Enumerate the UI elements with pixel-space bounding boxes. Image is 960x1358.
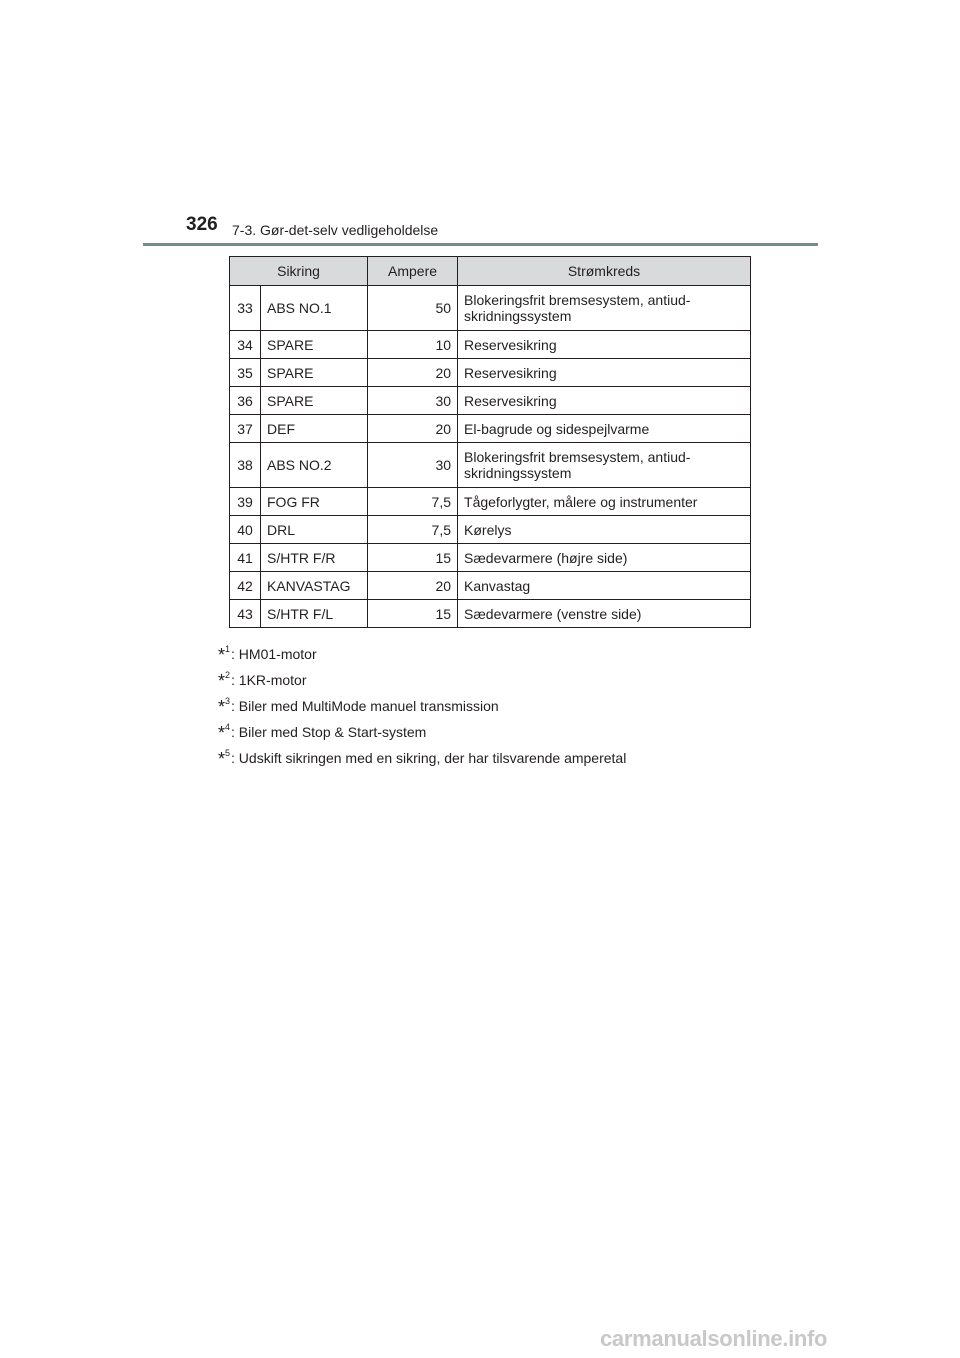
fuse-name: FOG FR bbox=[261, 488, 368, 516]
table-row bbox=[230, 572, 751, 600]
fuse-name: S/HTR F/R bbox=[261, 544, 368, 572]
table-header-row bbox=[230, 257, 751, 286]
fuse-number: 39 bbox=[230, 488, 261, 516]
table-row bbox=[230, 443, 751, 488]
fuse-circuit-line2: skridningssystem bbox=[464, 308, 572, 324]
fuse-name: S/HTR F/L bbox=[261, 600, 368, 628]
footnotes bbox=[218, 636, 627, 769]
footnote-text: : Udskift sikringen med en sikring, der har tilsvarende amperetal bbox=[231, 750, 627, 766]
fuse-circuit: Kanvastag bbox=[458, 572, 751, 600]
column-header-stromkreds: Strømkreds bbox=[458, 257, 751, 286]
fuse-name: ABS NO.1 bbox=[261, 286, 368, 331]
fuse-ampere: 30 bbox=[368, 443, 458, 488]
footnote-text: : 1KR-motor bbox=[231, 672, 307, 688]
footnote-mark: 5 bbox=[225, 748, 231, 758]
fuse-ampere: 7,5 bbox=[368, 516, 458, 544]
footnote-star: * bbox=[218, 749, 226, 769]
section-title: 7-3. Gør-det-selv vedligeholdelse bbox=[232, 222, 439, 238]
table-row bbox=[230, 387, 751, 415]
fuse-number: 37 bbox=[230, 415, 261, 443]
fuse-circuit: Reservesikring bbox=[458, 359, 751, 387]
fuse-ampere: 20 bbox=[368, 572, 458, 600]
fuse-name: DEF bbox=[261, 415, 368, 443]
fuse-circuit: Kørelys bbox=[458, 516, 751, 544]
footnote-text: : HM01-motor bbox=[231, 646, 317, 662]
table-row bbox=[230, 415, 751, 443]
fuse-circuit: El-bagrude og sidespejlvarme bbox=[458, 415, 751, 443]
footnote-text: : Biler med Stop & Start-system bbox=[231, 724, 427, 740]
fuse-circuit-line1: Blokeringsfrit bremsesystem, antiud- bbox=[464, 449, 691, 465]
fuse-ampere: 7,5 bbox=[368, 488, 458, 516]
table-row bbox=[230, 359, 751, 387]
fuse-table bbox=[229, 256, 751, 628]
footnote-star: * bbox=[218, 645, 226, 665]
footnote-mark: 2 bbox=[225, 670, 231, 680]
table-row bbox=[230, 516, 751, 544]
footnote bbox=[218, 662, 626, 691]
footnote bbox=[218, 740, 627, 769]
footnote-mark: 3 bbox=[225, 696, 231, 706]
table-row bbox=[230, 286, 751, 331]
table-row bbox=[230, 488, 751, 516]
footnote-text: : Biler med MultiMode manuel transmission bbox=[231, 698, 499, 714]
footnote-mark: 1 bbox=[225, 644, 231, 654]
watermark: carmanualsonline.info bbox=[600, 1326, 828, 1351]
fuse-number: 43 bbox=[230, 600, 261, 628]
fuse-number: 33 bbox=[230, 286, 261, 331]
fuse-number: 42 bbox=[230, 572, 261, 600]
fuse-circuit: Sædevarmere (venstre side) bbox=[458, 600, 751, 628]
fuse-circuit bbox=[458, 286, 751, 331]
fuse-circuit: Reservesikring bbox=[458, 387, 751, 415]
fuse-circuit: Tågeforlygter, målere og instrumenter bbox=[458, 488, 751, 516]
fuse-number: 41 bbox=[230, 544, 261, 572]
fuse-name: SPARE bbox=[261, 387, 368, 415]
fuse-ampere: 20 bbox=[368, 415, 458, 443]
fuse-name: DRL bbox=[261, 516, 368, 544]
fuse-circuit: Sædevarmere (højre side) bbox=[458, 544, 751, 572]
fuse-number: 34 bbox=[230, 331, 261, 359]
page-number: 326 bbox=[186, 214, 218, 235]
footnote bbox=[218, 636, 626, 665]
fuse-ampere: 20 bbox=[368, 359, 458, 387]
fuse-circuit-line1: Blokeringsfrit bremsesystem, antiud- bbox=[464, 292, 691, 308]
fuse-circuit-line2: skridningssystem bbox=[464, 465, 572, 481]
fuse-name: SPARE bbox=[261, 359, 368, 387]
header-rule bbox=[143, 243, 818, 246]
footnote bbox=[218, 714, 626, 743]
column-header-sikring: Sikring bbox=[230, 257, 368, 286]
footnote-star: * bbox=[218, 723, 226, 743]
fuse-name: SPARE bbox=[261, 331, 368, 359]
fuse-number: 40 bbox=[230, 516, 261, 544]
footnote bbox=[218, 688, 626, 717]
column-header-ampere: Ampere bbox=[368, 257, 458, 286]
fuse-name: KANVASTAG bbox=[261, 572, 368, 600]
fuse-ampere: 10 bbox=[368, 331, 458, 359]
fuse-ampere: 15 bbox=[368, 600, 458, 628]
fuse-number: 38 bbox=[230, 443, 261, 488]
table-row bbox=[230, 331, 751, 359]
fuse-number: 36 bbox=[230, 387, 261, 415]
table-row bbox=[230, 600, 751, 628]
fuse-number: 35 bbox=[230, 359, 261, 387]
footnote-mark: 4 bbox=[225, 722, 231, 732]
fuse-circuit bbox=[458, 443, 751, 488]
fuse-ampere: 15 bbox=[368, 544, 458, 572]
footnote-star: * bbox=[218, 671, 226, 691]
table-row bbox=[230, 544, 751, 572]
fuse-name: ABS NO.2 bbox=[261, 443, 368, 488]
footnote-star: * bbox=[218, 697, 226, 717]
fuse-ampere: 30 bbox=[368, 387, 458, 415]
fuse-ampere: 50 bbox=[368, 286, 458, 331]
fuse-circuit: Reservesikring bbox=[458, 331, 751, 359]
